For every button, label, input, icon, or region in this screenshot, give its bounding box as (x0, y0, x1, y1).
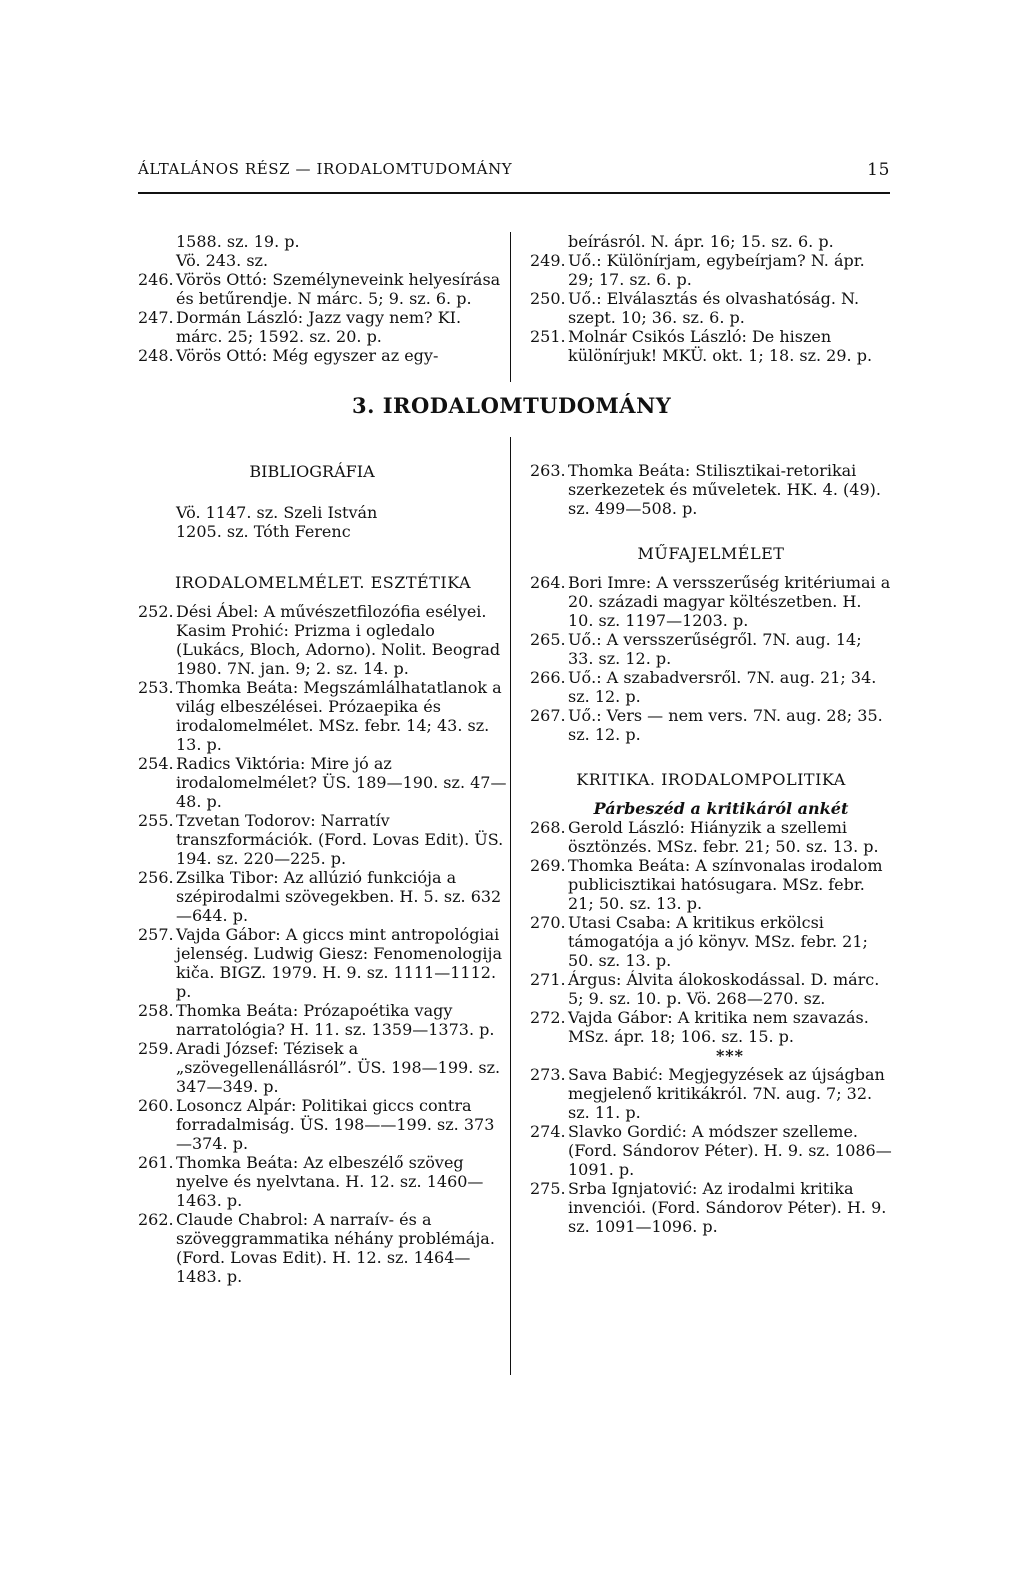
theory-heading: IRODALOMELMÉLET. ESZTÉTIKA (174, 573, 472, 592)
entry-text: Dormán László: Jazz vagy nem? KI. márc. 25; 1592. sz. 20. p. (176, 308, 462, 346)
entry-number: 269. (530, 856, 566, 875)
page-number: 15 (867, 160, 890, 180)
entry-text: Dési Ábel: A művészetfilozófia esélyei. Kasim Prohić: Prizma i ogledalo (Lukács, Bloch, Adorno). Nolit. Beograd 1980. 7N. jan. 9; 2. sz. 14. p. (176, 602, 501, 678)
entry-text: Vajda Gábor: A giccs mint antropológiai jelenség. Ludwig Giesz: Fenomenologija kiča. BIGZ. 1979. H. 9. sz. 1111—1112. p. (176, 925, 503, 1001)
entry-text: Tzvetan Todorov: Narratív transzformációk. (Ford. Lovas Edit). ÜS. 194. sz. 220—225. p. (176, 811, 504, 868)
separator-stars: *** (715, 1046, 745, 1065)
entry-text: Uő.: Elválasztás és olvashatóság. N. szept. 10; 36. sz. 6. p. (568, 289, 860, 327)
bib-entry (530, 913, 892, 970)
entry-text: Bori Imre: A versszerűség kritériumai a 20. századi magyar költészetben. H. 10. sz. 1197—1203. p. (568, 573, 891, 630)
bib-entry (530, 1122, 892, 1179)
entry-number: 255. (138, 811, 174, 830)
entry-number: 272. (530, 1008, 566, 1027)
bibliography-line: 1205. sz. Tóth Ferenc (176, 522, 351, 541)
entry-number: 265. (530, 630, 566, 649)
entry-text: Uő.: Különírjam, egybeírjam? N. ápr. 29; 17. sz. 6. p. (568, 251, 865, 289)
bib-entry (138, 1039, 508, 1096)
entry-text: Srba Ignjatović: Az irodalmi kritika invenciói. (Ford. Sándorov Péter). H. 9. sz. 1091—1096. p. (568, 1179, 887, 1236)
bib-entry (530, 461, 892, 518)
bibliography-heading: BIBLIOGRÁFIA (249, 462, 375, 481)
column-divider-bottom (510, 437, 511, 1375)
bibliography-block (138, 462, 508, 541)
column-divider-top (510, 232, 511, 382)
entry-text: Claude Chabrol: A narraív- és a szöveggrammatika néhány problémája. (Ford. Lovas Edit). H. 12. sz. 1464—1483. p. (176, 1210, 495, 1286)
entry-number: 250. (530, 289, 566, 308)
bib-entry (138, 1210, 508, 1286)
bib-entry (530, 573, 892, 630)
bib-entry (138, 925, 508, 1001)
entry-text: Uő.: A szabadversről. 7N. aug. 21; 34. sz. 12. p. (568, 668, 877, 706)
bib-entry (138, 811, 508, 868)
entry-text: Uő.: Vers — nem vers. 7N. aug. 28; 35. sz. 12. p. (568, 706, 883, 744)
bib-entry (138, 270, 508, 308)
bib-entry (530, 668, 892, 706)
entry-number: 252. (138, 602, 174, 621)
entry-number: 246. (138, 270, 174, 289)
bib-entry (530, 856, 892, 913)
bib-entry (138, 1096, 508, 1153)
entry-number: 248. (138, 346, 174, 365)
top-left-column (138, 232, 508, 365)
entry-number: 262. (138, 1210, 174, 1229)
bib-entry (138, 1153, 508, 1210)
bibliography-line: Vö. 1147. sz. Szeli István (176, 503, 378, 522)
bib-entry (138, 308, 508, 346)
bib-entry (138, 1001, 508, 1039)
entry-number: 273. (530, 1065, 566, 1084)
entry-text: Losoncz Alpár: Politikai giccs contra forradalmiság. ÜS. 198——199. sz. 373—374. p. (176, 1096, 495, 1153)
entry-text: Molnár Csikós László: De hiszen különírjuk! MKÜ. okt. 1; 18. sz. 29. p. (568, 327, 873, 365)
bib-entry (530, 818, 892, 856)
entry-text: Radics Viktória: Mire jó az irodalomelmélet? ÜS. 189—190. sz. 47—48. p. (176, 754, 507, 811)
entry-text: Thomka Beáta: Az elbeszélő szöveg nyelve és nyelvtana. H. 12. sz. 1460—1463. p. (176, 1153, 484, 1210)
entry-text: Vörös Ottó: Még egyszer az egy- (176, 346, 439, 365)
critique-heading: KRITIKA. IRODALOMPOLITIKA (576, 770, 846, 789)
section-title: 3. IRODALOMTUDOMÁNY (352, 393, 672, 418)
entry-text: Thomka Beáta: A színvonalas irodalom publicisztikai hatósugara. MSz. febr. 21; 50. sz. 13. p. (568, 856, 883, 913)
bib-entry (530, 327, 892, 365)
entry-text: Slavko Gordić: A módszer szelleme. (Ford. Sándorov Péter). H. 9. sz. 1086—1091. p. (568, 1122, 892, 1179)
entry-number: 266. (530, 668, 566, 687)
continued-line: Vö. 243. sz. (176, 251, 269, 270)
entry-number: 259. (138, 1039, 174, 1058)
theory-section (138, 573, 508, 1286)
right-column-main (530, 461, 892, 1236)
bib-entry (138, 602, 508, 678)
entry-number: 258. (138, 1001, 174, 1020)
critique-subheading: Párbeszéd a kritikáról ankét (593, 799, 849, 818)
entry-text: Utasi Csaba: A kritikus erkölcsi támogatója a jó könyv. MSz. febr. 21; 50. sz. 13. p. (568, 913, 868, 970)
bib-entry (138, 868, 508, 925)
entry-text: Aradi József: Tézisek a „szövegellenállásról”. ÜS. 198—199. sz. 347—349. p. (176, 1039, 501, 1096)
entry-number: 260. (138, 1096, 174, 1115)
entry-number: 270. (530, 913, 566, 932)
entry-text: Uő.: A versszerűségről. 7N. aug. 14; 33. sz. 12. p. (568, 630, 862, 668)
entry-text: Sava Babić: Megjegyzések az újságban megjelenő kritikákról. 7N. aug. 7; 32. sz. 11. p. (568, 1065, 885, 1122)
entry-number: 264. (530, 573, 566, 592)
header-rule (138, 192, 890, 194)
bib-entry (530, 1179, 892, 1236)
entry-text: Árgus: Álvita álokoskodással. D. márc. 5; 9. sz. 10. p. Vö. 268—270. sz. (568, 970, 880, 1008)
entry-text: Vajda Gábor: A kritika nem szavazás. MSz. ápr. 18; 106. sz. 15. p. (568, 1008, 869, 1046)
entry-number: 254. (138, 754, 174, 773)
entry-number: 251. (530, 327, 566, 346)
entry-number: 263. (530, 461, 566, 480)
entry-number: 253. (138, 678, 174, 697)
bib-entry (530, 251, 892, 289)
genre-heading: MŰFAJELMÉLET (637, 544, 785, 563)
entry-number: 257. (138, 925, 174, 944)
entry-number: 256. (138, 868, 174, 887)
entry-text: Zsilka Tibor: Az allúzió funkciója a szépirodalmi szövegekben. H. 5. sz. 632—644. p. (176, 868, 502, 925)
continued-line: 1588. sz. 19. p. (176, 232, 300, 251)
bib-entry (530, 1008, 892, 1046)
bib-entry (138, 346, 508, 365)
entry-number: 261. (138, 1153, 174, 1172)
bib-entry (530, 1065, 892, 1122)
entry-text: Thomka Beáta: Prózapoétika vagy narratológia? H. 11. sz. 1359—1373. p. (176, 1001, 495, 1039)
entry-number: 267. (530, 706, 566, 725)
bib-entry (530, 289, 892, 327)
entry-number: 249. (530, 251, 566, 270)
running-head-title: ÁLTALÁNOS RÉSZ — IRODALOMTUDOMÁNY (138, 160, 513, 178)
bib-entry (138, 754, 508, 811)
entry-number: 275. (530, 1179, 566, 1198)
bib-entry (530, 970, 892, 1008)
top-right-column (530, 232, 892, 365)
entry-text: Thomka Beáta: Stilisztikai-retorikai szerkezetek és műveletek. HK. 4. (49). sz. 499—508. p. (568, 461, 881, 518)
entry-number: 268. (530, 818, 566, 837)
entry-text: Gerold László: Hiányzik a szellemi ösztönzés. MSz. febr. 21; 50. sz. 13. p. (568, 818, 879, 856)
bib-entry (138, 678, 508, 754)
entry-number: 274. (530, 1122, 566, 1141)
entry-number: 247. (138, 308, 174, 327)
bib-entry (530, 706, 892, 744)
continued-line: beírásról. N. ápr. 16; 15. sz. 6. p. (568, 232, 834, 251)
entry-text: Vörös Ottó: Személyneveink helyesírása és betűrendje. N márc. 5; 9. sz. 6. p. (176, 270, 501, 308)
entry-text: Thomka Beáta: Megszámlálhatatlanok a világ elbeszélései. Prózaepika és irodalomelmélet. MSz. febr. 14; 43. sz. 13. p. (176, 678, 502, 754)
entry-number: 271. (530, 970, 566, 989)
bib-entry (530, 630, 892, 668)
